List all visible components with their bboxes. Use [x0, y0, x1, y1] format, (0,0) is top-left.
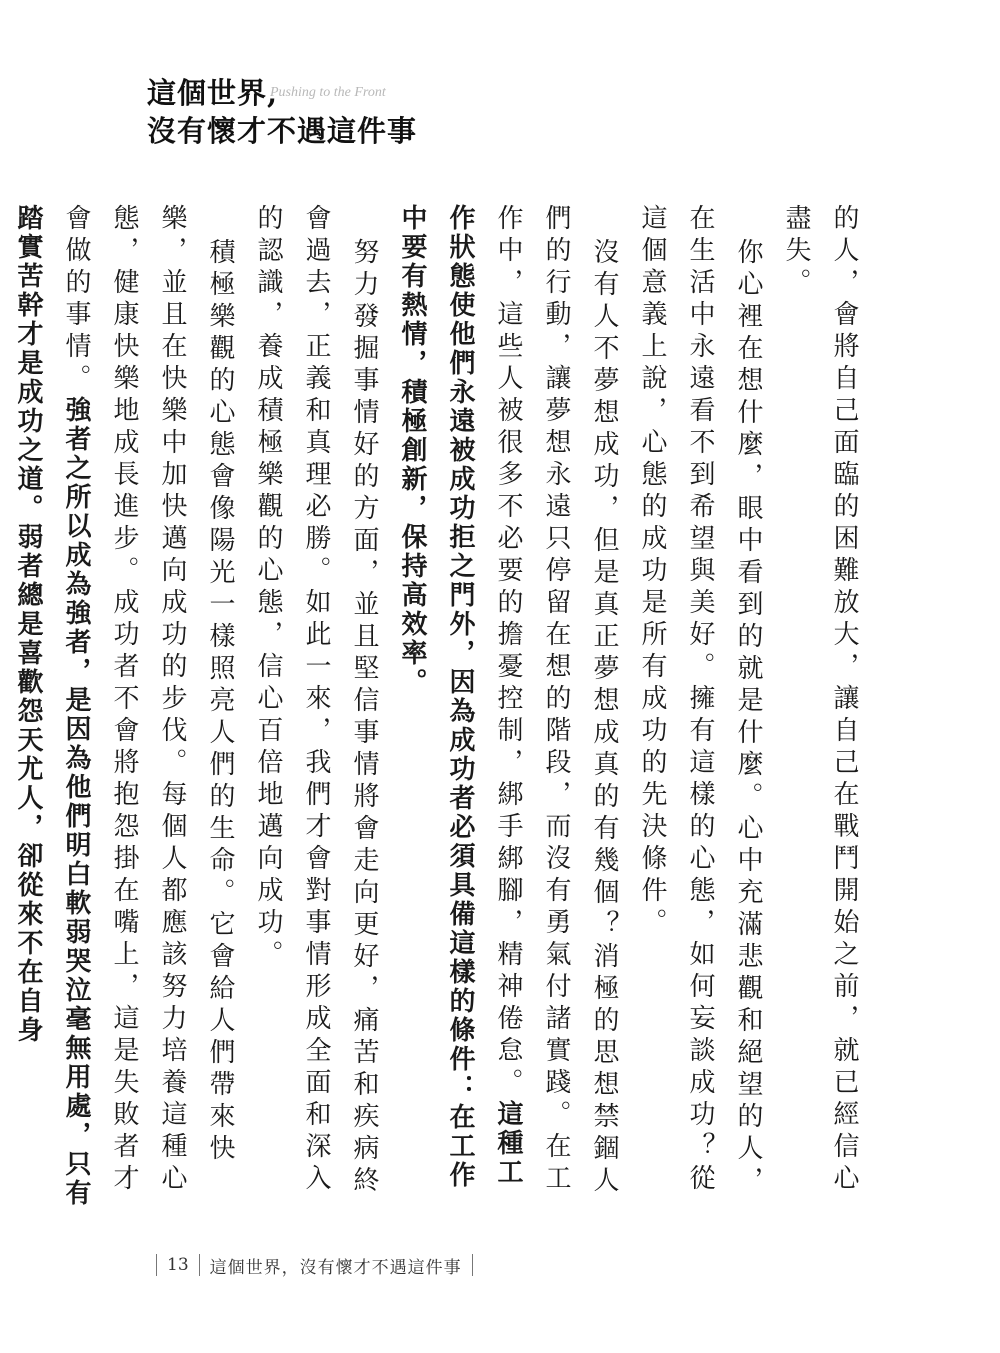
footer-divider-middle [199, 1254, 200, 1276]
body-text-segment: 沒有人不夢想成功，但是真正夢想成真的有幾個？消極的思想禁錮人們的行動，讓夢想永遠只停留在想的階段，而沒有勇氣付諸實踐。在工作中，這些人被很多不必要的擔憂控制，綁手綁腳，精神倦怠。 [493, 204, 619, 1198]
emphasized-text: 強者之所以成為強者，是因為他們明白軟弱哭泣毫無用處，只有踏實苦幹才是成功之道。弱者總是喜歡怨天尤人，卻從來不在自身 [13, 204, 91, 1208]
body-text-segment: 努力發掘事情好的方面，並且堅信事情將會走向更好，痛苦和疾病終會過去，正義和真理必勝。如此一來，我們才會對事情形成全面和深入的認識，養成積極樂觀的心態，信心百倍地邁向成功。 [253, 204, 379, 1198]
paragraph [772, 204, 868, 1214]
page-number: 13 [167, 1255, 189, 1275]
paragraph [4, 204, 244, 1214]
paragraph [628, 204, 772, 1214]
emphasized-text: 這種工作狀態使他們永遠被成功拒之門外，因為成功者必須具備這樣的條件：在工作中要有熱情，積極創新，保持高效率。 [397, 204, 523, 1190]
chapter-title-line-1: 這個世界, [147, 76, 279, 110]
running-header [147, 74, 447, 150]
footer-book-title: 這個世界，沒有懷才不遇這件事 [209, 1257, 462, 1278]
vertical-body-text [13, 204, 868, 1214]
body-text-segment: 的人，會將自己面臨的困難放大，讓自己在戰鬥開始之前，就已經信心盡失。 [781, 204, 859, 1196]
footer-divider-left [156, 1254, 157, 1276]
chapter-title-line-2: 沒有懷才不遇這件事 [147, 114, 418, 148]
footer-divider-right [472, 1254, 473, 1276]
page-footer [146, 1252, 483, 1278]
paragraph [244, 204, 388, 1214]
header-subtitle: Pushing to the Front [270, 85, 386, 100]
paragraph [388, 204, 628, 1214]
body-text-segment: 積極樂觀的心態會像陽光一樣照亮人們的生命。它會給人們帶來快樂，並且在快樂中加快邁向成功的步伐。每個人都應該努力培養這種心態，健康快樂地成長進步。成功者不會將抱怨掛在嘴上，這是失敗者才會做的事情。 [61, 204, 235, 1196]
body-text-segment: 你心裡在想什麼，眼中看到的就是什麼。心中充滿悲觀和絕望的人，在生活中永遠看不到希望與美好。擁有這樣的心態，如何妄談成功？從這個意義上說，心態的成功是所有成功的先決條件。 [637, 204, 763, 1198]
